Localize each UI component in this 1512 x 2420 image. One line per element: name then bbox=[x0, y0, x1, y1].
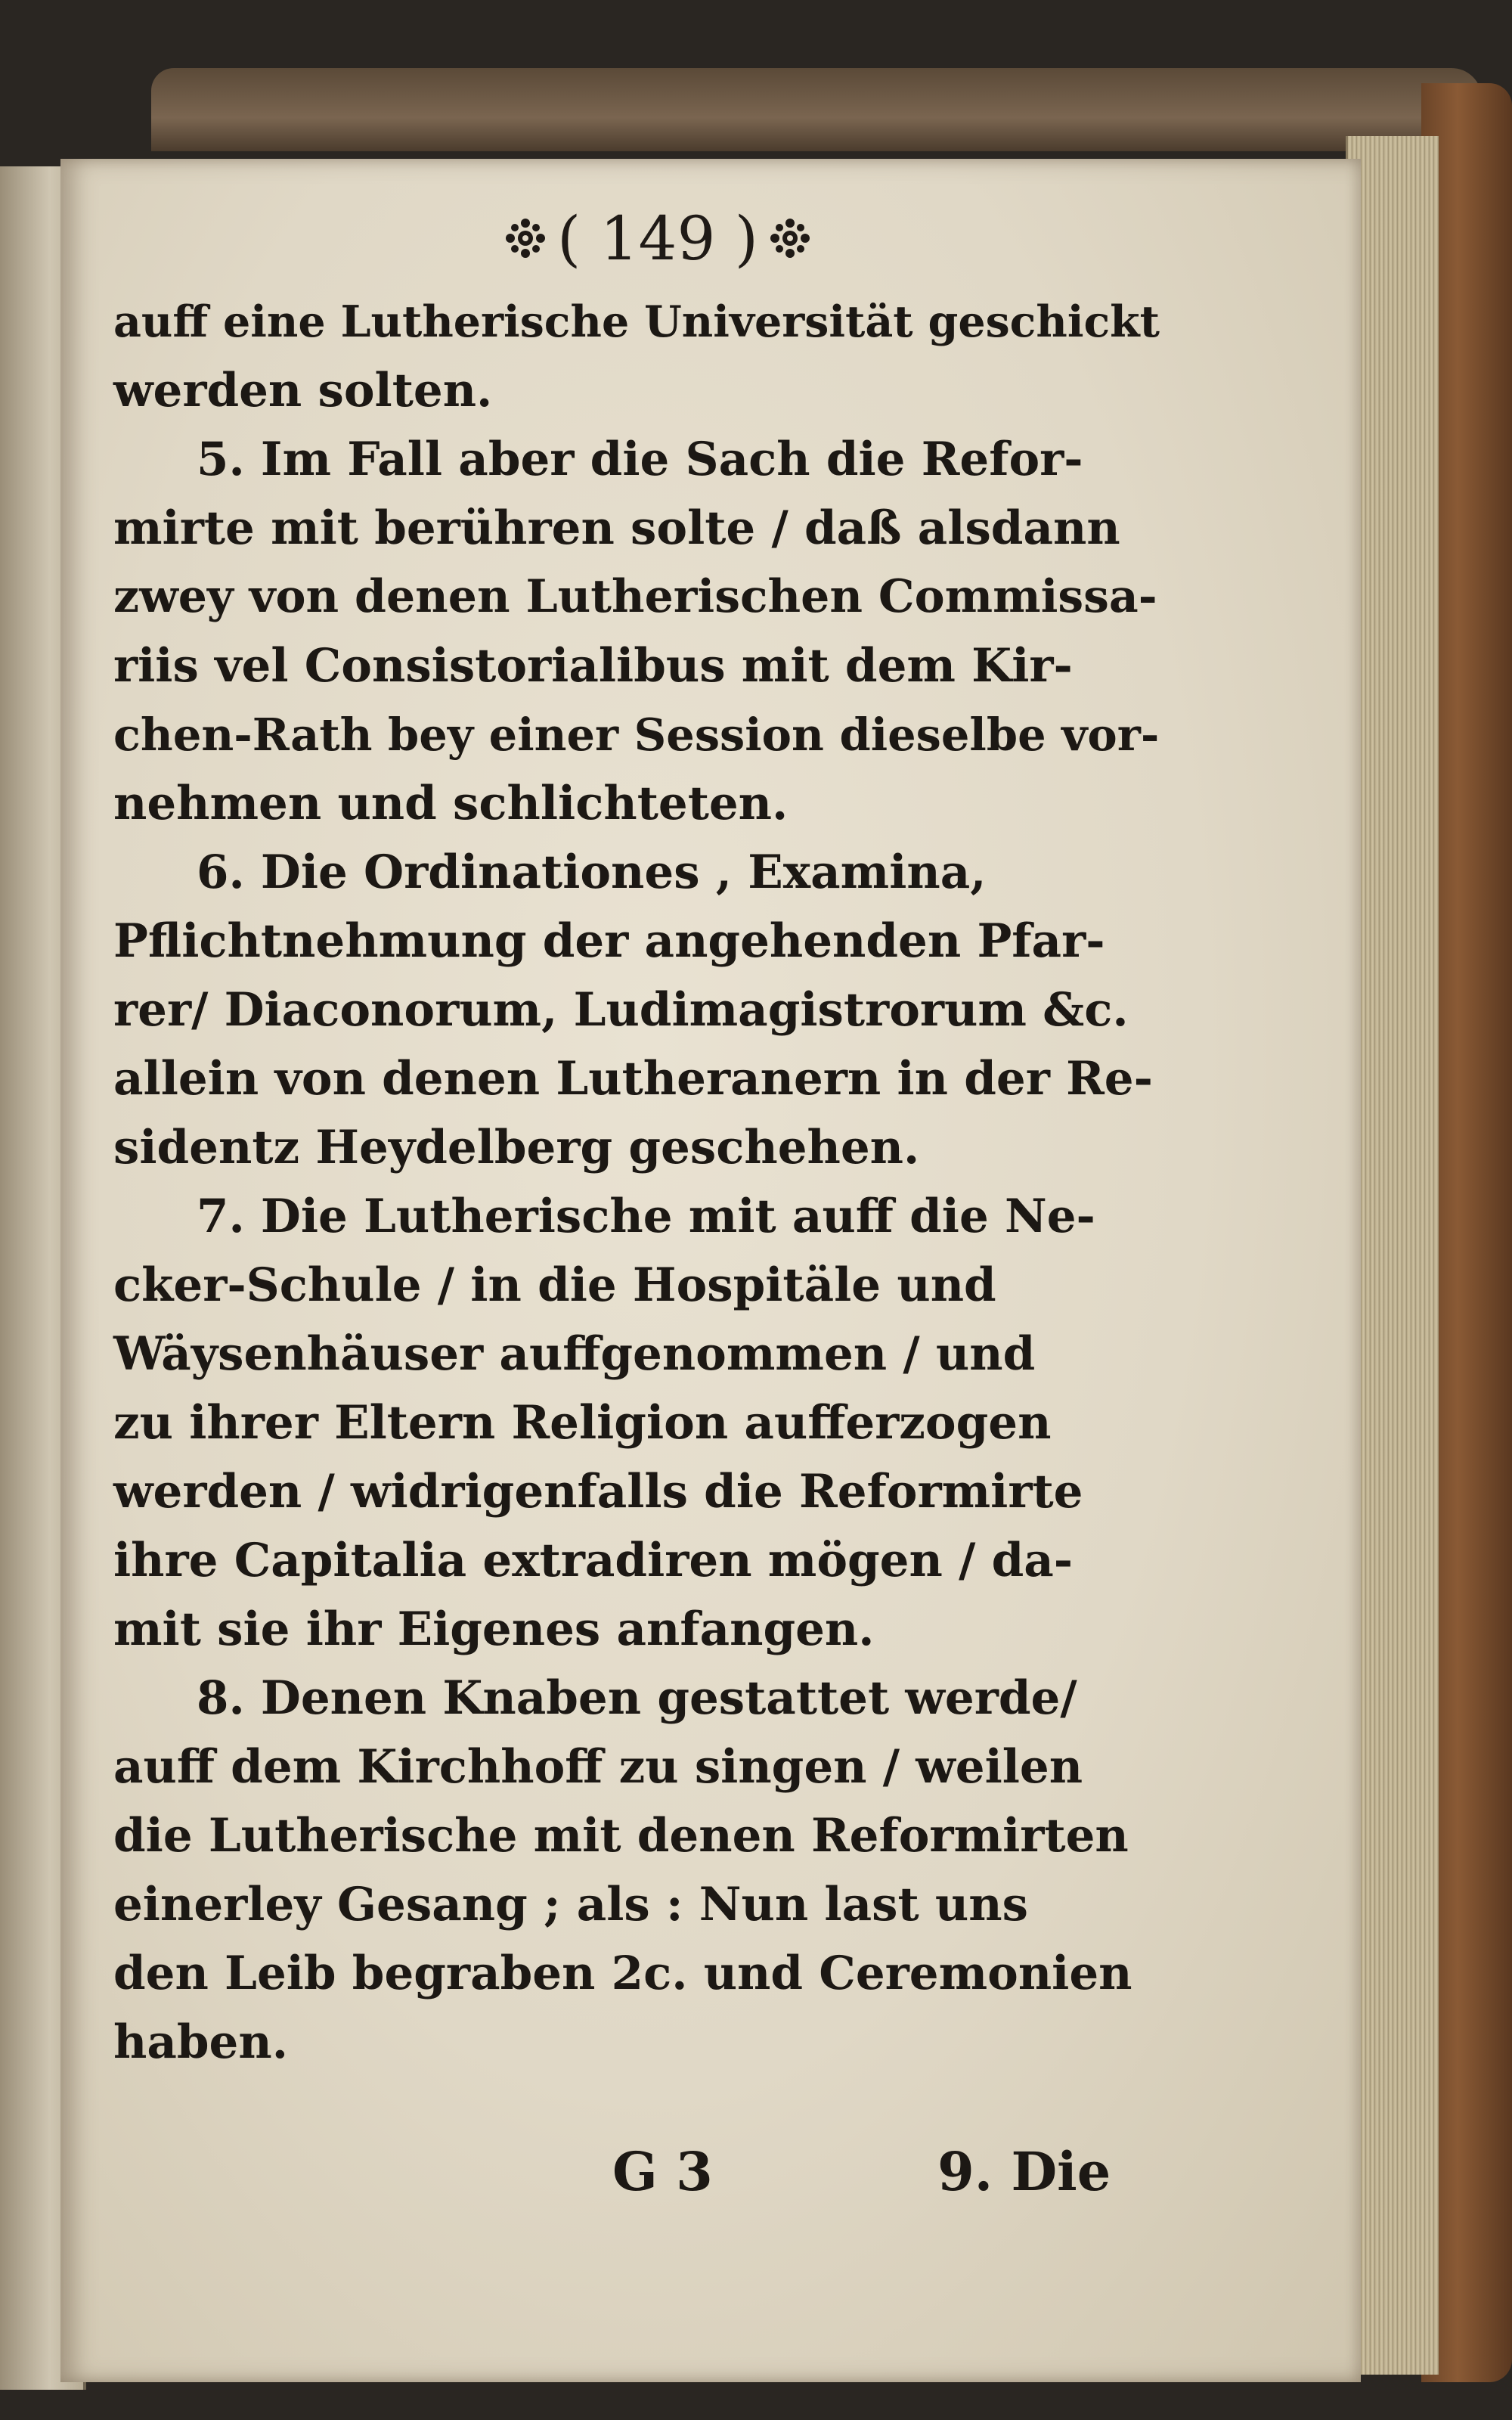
text-line: werden solten. bbox=[113, 364, 493, 417]
text-line: mirte mit berühren solte / daß alsdann bbox=[113, 501, 1120, 555]
catchword: 9. Die bbox=[937, 2140, 1111, 2203]
text-line: riis vel Consistorialibus mit dem Kir- bbox=[113, 639, 1073, 693]
text-line: den Leib begraben 2c. und Ceremonien bbox=[113, 1947, 1132, 2000]
text-line: 7. Die Lutherische mit auff die Ne- bbox=[197, 1190, 1095, 1243]
text-line: 8. Denen Knaben gestattet werde/ bbox=[197, 1671, 1077, 1725]
text-line: werden / widrigenfalls die Reformirte bbox=[113, 1465, 1083, 1519]
text-line: rer/ Diaconorum, Ludimagistrorum &c. bbox=[113, 983, 1129, 1037]
text-line: allein von denen Lutheranern in der Re- bbox=[113, 1052, 1153, 1106]
text-line: zwey von denen Lutherischen Commissa- bbox=[113, 570, 1157, 623]
text-line: 6. Die Ordinationes , Examina, bbox=[197, 845, 987, 899]
page-header bbox=[454, 197, 862, 280]
text-line: cker-Schule / in die Hospitäle und bbox=[113, 1258, 996, 1312]
text-line: auff eine Lutherische Universität geschickt bbox=[113, 296, 1160, 347]
ornament-right-icon bbox=[766, 214, 814, 262]
text-line: nehmen und schlichteten. bbox=[113, 777, 789, 830]
text-line: einerley Gesang ; als : Nun last uns bbox=[113, 1878, 1028, 1931]
text-line: chen-Rath bey einer Session dieselbe vor- bbox=[113, 709, 1160, 761]
text-line: Wäysenhäuser auffgenommen / und bbox=[113, 1327, 1036, 1381]
text-line: auff dem Kirchhoff zu singen / weilen bbox=[113, 1740, 1083, 1794]
text-line: zu ihrer Eltern Religion aufferzogen bbox=[113, 1396, 1052, 1450]
text-line: mit sie ihr Eigenes anfangen. bbox=[113, 1602, 875, 1656]
signature-mark: G 3 bbox=[612, 2140, 713, 2203]
text-line: Pflichtnehmung der angehenden Pfar- bbox=[113, 914, 1105, 968]
page-number: ( 149 ) bbox=[557, 203, 758, 274]
ornament-left-icon bbox=[501, 214, 550, 262]
text-line: haben. bbox=[113, 2015, 288, 2069]
text-line: die Lutherische mit denen Reformirten bbox=[113, 1809, 1129, 1863]
page-footer bbox=[113, 2140, 1126, 2216]
text-line: ihre Capitalia extradiren mögen / da- bbox=[113, 1534, 1074, 1587]
text-line: 5. Im Fall aber die Sach die Refor- bbox=[197, 433, 1083, 486]
text-line: sidentz Heydelberg geschehen. bbox=[113, 1121, 920, 1174]
body-text bbox=[113, 287, 1164, 2077]
book-cover-top bbox=[151, 68, 1482, 151]
